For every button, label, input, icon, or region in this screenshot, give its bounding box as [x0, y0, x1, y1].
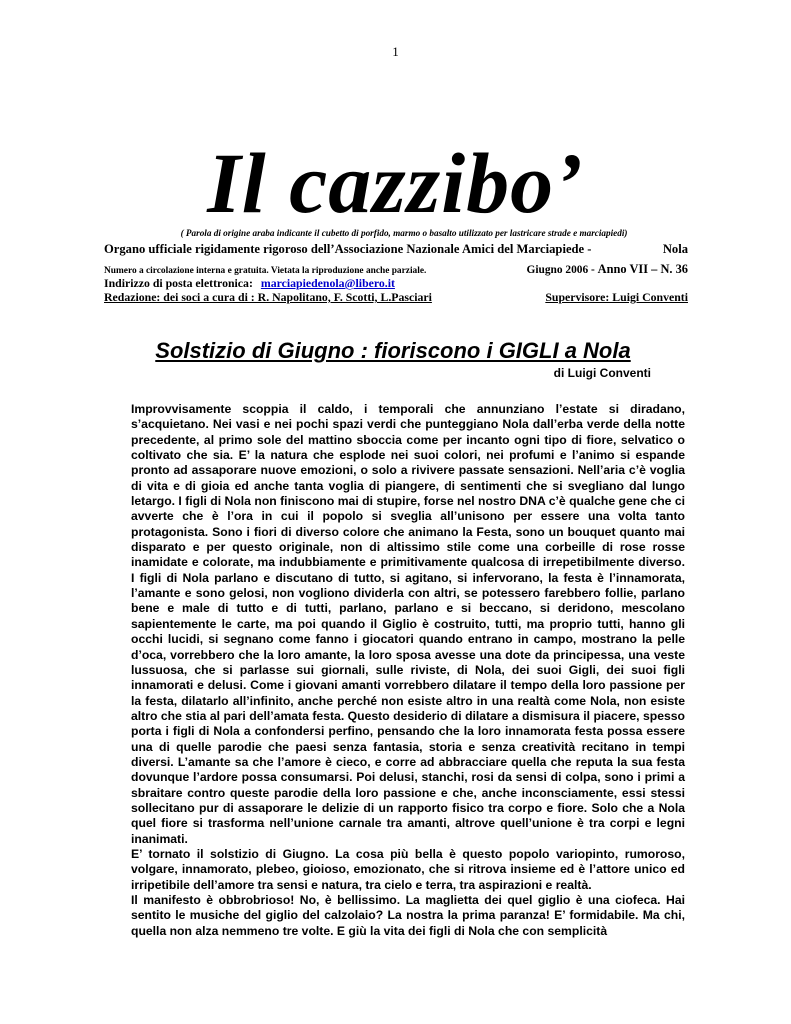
- masthead-subtitle: ( Parola di origine araba indicante il cubetto di porfido, marmo o basalto utilizzato per lastricare strade e marciapiedi): [180, 228, 628, 238]
- supervisor: Supervisore: Luigi Conventi: [545, 290, 688, 304]
- organ-city: Nola: [662, 242, 688, 256]
- article-paragraph: Improvvisamente scoppia il caldo, i temporali che annunziano l’estate si diradano, s’acquietano. Nei vasi e nei pochi spazi verdi che punteggiano Nola dall’erba verde della notte precedente, al primo sole del mattino sboccia come per incanto ogni tipo di fiore, selvatico o coltivato che sia. E’ la natura che esplode nei suoi colori, nei profumi e l’animo si espande pronto ad assaporare nuove emozioni, o solo a rivivere passate sensazioni. Nell’aria c’è voglia di vita e di gioia ed anche tanta voglia di piangere, di sentimenti che si svegliano dal lungo letargo. I figli di Nola non finiscono mai di stupire, forse nel nostro DNA c’è qualche gene che ci avverte che è l’ora in cui il popolo si sveglia all’unisono per essere una volta tanto protagonista. Sono i fiori di diverso colore che animano la Festa, sono un bouquet quanto mai disparato e per questo originale, non di altissimo stile come una corbeille di rose rosse inamidate e colorate, ma indubbiamente e primitivamente qualcosa di irrepetibilmente diverso. I figli di Nola parlano e discutano di tutto, si agitano, si infervorano, la festa è l’innamorata, l’amante e sono gelosi, non vogliono dividerla con altri, se potessero farebbero follie, parlano bene e male di tutto e di tutti, parlano, parlano e si beccano, si deridono, mescolano sapientemente le carte, ma poi quando il Giglio è costruito, tutti, ma proprio tutti, hanno gli occhi lucidi, si segnano come fanno i giocatori quando entrano in campo, mostrano la pelle d’oca, vorrebbero che la loro amante, la loro sposa avesse una dote da principessa, una veste lussuosa, che si parlasse sui giornali, sulle riviste, di Nola, dei suoi Gigli, dei suoi figli innamorati e delusi. Come i giovani amanti vorrebbero dilatare il tempo della loro passione per la festa, dilatarlo all’infinito, anche perché non esiste altro in una realtà come Nola, non esiste altro che stia al pari dell’amata festa. Questo desiderio di dilatare a dismisura il piacere, spesso porta i figli di Nola a confondersi perfino, pensando che la loro innamorata festa possa essere una di quelle parodie che paesi senza fantasia, storia e senza creatività recitano in tempi diversi. L’amante sa che l’amore è cieco, e corre ad abbracciare quella che reputa la sua festa dovunque l’ardore possa consumarsi. Poi delusi, stanchi, rosi da sensi di colpa, sono i primi a sbraitare contro queste parodie della loro passione e che, anche inconsciamente, essi stessi sollecitano pur di assaporare le delizie di un rapporto fisico tra corpo e fiore. Solo che a Nola quel fiore si trasforma nell’unione carnale tra amanti, altrove quell’unione è tra corpi e legni inanimati.: [131, 402, 685, 846]
- email-link[interactable]: marciapiedenola@libero.it: [260, 276, 395, 290]
- organ-line: [104, 242, 688, 257]
- editorial-line: [104, 290, 688, 305]
- masthead-title: Il cazzibo’: [207, 135, 584, 231]
- article-title: Solstizio di Giugno : fioriscono i GIGLI a Nola: [155, 338, 631, 363]
- article-paragraph: E’ tornato il solstizio di Giugno. La cosa più bella è questo popolo variopinto, rumoroso, volgare, innamorato, plebeo, gioioso, emozionato, che si ritrova insieme ed è l’attore unico ed irripetibile dell’amore tra sensi e natura, tra cielo e terra, tra aspirazioni e realtà.: [131, 846, 685, 892]
- issue-number: Anno VII – N. 36: [597, 262, 688, 276]
- email-line: [104, 276, 395, 291]
- issue-info: [526, 262, 688, 277]
- article-byline: di Luigi Conventi: [553, 366, 651, 380]
- issue-date: Giugno 2006 -: [526, 264, 595, 276]
- page-number: 1: [392, 44, 399, 59]
- article-paragraph: Il manifesto è obbrobrioso! No, è bellissimo. La maglietta dei quel giglio è una ciofeca. Hai sentito le musiche del giglio del calzolaio? La nostra la prima paranza! E’ formidabile. Ma chi, quella non alza nemmeno tre volte. E giù la vita dei figli di Nola che con semplicità: [131, 893, 685, 938]
- circulation-line: [104, 262, 688, 277]
- article-body: [131, 402, 685, 939]
- email-label: Indirizzo di posta elettronica:: [104, 276, 253, 290]
- organ-text: Organo ufficiale rigidamente rigoroso dell’Associazione Nazionale Amici del Marciapiede -: [104, 242, 592, 256]
- circulation-note: Numero a circolazione interna e gratuita. Vietata la riproduzione anche parziale.: [104, 266, 427, 276]
- editorial-staff: Redazione: dei soci a cura di : R. Napolitano, F. Scotti, L.Pasciari: [104, 290, 432, 304]
